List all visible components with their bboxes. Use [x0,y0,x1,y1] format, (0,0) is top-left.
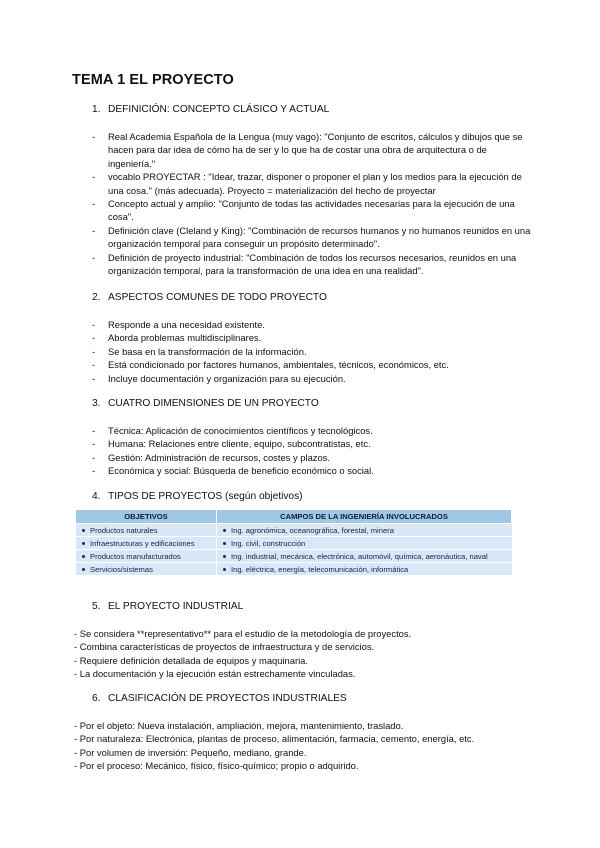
bullet-icon [223,542,226,545]
table-header-campos: CAMPOS DE LA INGENIERÍA INVOLUCRADOS [217,510,512,524]
section-3-number: 3. [92,398,101,409]
cell-text: Ing. industrial, mecánica, electrónica, automóvil, química, aeronáutica, naval [231,551,488,561]
cell-text: Productos manufacturados [90,551,181,561]
section-6-title: CLASIFICACIÓN DE PROYECTOS INDUSTRIALES [108,693,347,704]
section-5-list [74,627,544,681]
document-title: TEMA 1 EL PROYECTO [72,72,234,88]
table-cell [76,524,217,537]
table-row [76,537,512,550]
cell-text: Infraestructuras y edificaciones [90,538,195,548]
table-row [76,524,512,537]
section-5-title: EL PROYECTO INDUSTRIAL [108,601,244,612]
list-item: - Técnica: Aplicación de conocimientos científicos y tecnológicos. [92,424,532,437]
cell-text: Ing. civil, construcción [231,538,306,548]
section-4-number: 4. [92,491,101,502]
bullet-icon [223,568,226,571]
bullet-icon [82,529,85,532]
section-6-heading [92,693,347,704]
cell-text: Servicios/sistemas [90,564,153,574]
table-header-objetivos: OBJETIVOS [76,510,217,524]
list-item: - Gestión: Administración de recursos, costes y plazos. [92,451,532,464]
bullet-icon [82,542,85,545]
list-item: - Aborda problemas multidisciplinares. [92,331,532,344]
list-item: - Requiere definición detallada de equipos y maquinaria. [74,654,309,666]
section-4-heading [92,491,303,502]
section-5-number: 5. [92,601,101,612]
table-cell [217,550,512,563]
section-6-number: 6. [92,693,101,704]
list-item: - Se basa en la transformación de la información. [92,345,532,358]
table-row [76,550,512,563]
project-types-table [76,510,512,575]
list-item: - Se considera **representativo** para el estudio de la metodología de proyectos. [74,628,412,639]
list-item: - Por volumen de inversión: Pequeño, mediano, grande. [74,746,307,758]
list-item: - Por el proceso: Mecánico, físico, físico-químico; propio o adquirido. [74,760,359,772]
table-cell [217,524,512,537]
section-2-list [92,318,532,385]
list-item: - Real Academia Española de la Lengua (muy vago): "Conjunto de escritos, cálculos y dibujos que se hacen para dar idea de cómo ha de ser y lo que ha de costar una obra de arquitectura o de ingeniería." [92,130,532,170]
table-cell [217,537,512,550]
list-item: - Incluye documentación y organización para su ejecución. [92,372,532,385]
section-3-heading [92,398,319,409]
list-item: - vocablo PROYECTAR : "Idear, trazar, disponer o proponer el plan y los medios para la ejecución de una cosa." (más adecuada). Proyecto = materialización del hecho de proyectar [92,170,532,197]
section-1-list [92,130,532,277]
table-cell [76,563,217,576]
list-item: - Por el objeto: Nueva instalación, ampliación, mejora, mantenimiento, traslado. [74,720,404,731]
bullet-icon [223,555,226,558]
section-5-heading [92,601,243,612]
list-item: - Definición clave (Cleland y King): "Combinación de recursos humanos y no humanos reunidos en una organización temporal para conseguir un propósito determinado". [92,224,532,251]
table-header-row [76,510,512,524]
list-item: - Por naturaleza: Electrónica, plantas de proceso, alimentación, farmacia, cemento, energía, etc. [74,733,475,745]
section-1-heading [92,104,329,115]
list-item: - Combina características de proyectos de infraestructura y de servicios. [74,641,375,653]
bullet-icon [82,555,85,558]
bullet-icon [223,529,226,532]
section-2-title: ASPECTOS COMUNES DE TODO PROYECTO [108,292,327,303]
table-cell [217,563,512,576]
section-6-list [74,719,544,773]
cell-text: Ing. eléctrica, energía, telecomunicación, informática [231,564,409,574]
section-3-title: CUATRO DIMENSIONES DE UN PROYECTO [108,398,319,409]
section-1-title: DEFINICIÓN: CONCEPTO CLÁSICO Y ACTUAL [108,104,330,115]
list-item: - Humana: Relaciones entre cliente, equipo, subcontratistas, etc. [92,437,532,450]
list-item: - La documentación y la ejecución están estrechamente vinculadas. [74,668,356,680]
table-row [76,563,512,576]
cell-text: Ing. agronómica, oceanográfica, forestal, minera [231,525,394,535]
section-4-title: TIPOS DE PROYECTOS (según objetivos) [108,491,303,502]
section-3-list [92,424,532,478]
list-item: - Concepto actual y amplio: "Conjunto de todas las actividades necesarias para la ejecución de una cosa". [92,197,532,224]
table-cell [76,537,217,550]
bullet-icon [82,568,85,571]
table-cell [76,550,217,563]
section-2-heading [92,292,327,303]
list-item: - Definición de proyecto industrial: "Combinación de todos los recursos necesarios, reunidos en una organización temporal, para la transformación de una idea en una realidad". [92,251,532,278]
section-1-number: 1. [92,104,101,115]
list-item: - Está condicionado por factores humanos, ambientales, técnicos, económicos, etc. [92,358,532,371]
list-item: - Económica y social: Búsqueda de beneficio económico o social. [92,464,532,477]
cell-text: Productos naturales [90,525,158,535]
list-item: - Responde a una necesidad existente. [92,318,532,331]
section-2-number: 2. [92,292,101,303]
